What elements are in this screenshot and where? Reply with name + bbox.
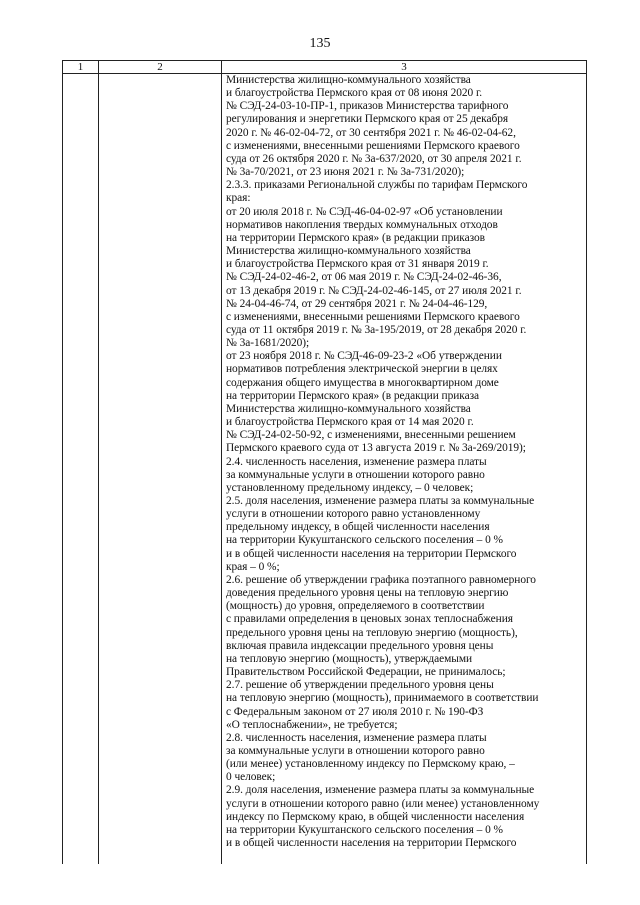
text-line: от 13 декабря 2019 г. № СЭД-24-02-46-145, от 27 июля 2021 г. [226, 284, 522, 297]
text-line: от 23 ноября 2018 г. № СЭД-46-09-23-2 «Об утверждении [226, 350, 502, 363]
text-line: № 3а-1681/2020); [226, 337, 310, 350]
page-number: 135 [309, 36, 331, 51]
text-line: 2.3.3. приказами Региональной службы по тарифам Пермского [226, 179, 528, 192]
text-line: № 24-04-46-74, от 29 сентября 2021 г. № 24-04-46-129, [226, 297, 488, 310]
text-line: № 3а-70/2021, от 23 июня 2021 г. № 3а-731/2020); [226, 166, 465, 179]
text-line: суда от 26 октября 2020 г. № 3а-637/2020, от 30 апреля 2021 г. [226, 152, 522, 165]
text-line: на территории Кукуштанского сельского поселения – 0 % [226, 823, 503, 836]
cell-col-2 [99, 74, 222, 865]
text-line: включая правила индексации предельного уровня цены [226, 639, 494, 652]
text-line: 2.6. решение об утверждении графика поэтапного равномерного [226, 573, 536, 586]
column-header-2: 2 [99, 61, 222, 74]
text-line: 2.8. численность населения, изменение размера платы [226, 731, 487, 744]
column-header-1: 1 [63, 61, 99, 74]
text-line: нормативов накопления твердых коммунальных отходов [226, 218, 498, 231]
text-line: и благоустройства Пермского края от 31 января 2019 г. [226, 258, 489, 271]
text-line: содержания общего имущества в многоквартирном доме [226, 376, 499, 389]
cell-col-3-content [222, 74, 587, 865]
text-line: Министерства жилищно-коммунального хозяйства [226, 245, 471, 258]
text-line: за коммунальные услуги в отношении которого равно [226, 468, 485, 481]
text-line: 2.4. численность населения, изменение размера платы [226, 455, 487, 468]
text-line: установленному предельному индексу, – 0 человек; [226, 481, 474, 494]
text-line: на территории Пермского края» (в редакции приказов [226, 231, 485, 244]
text-line: с правилами определения в ценовых зонах теплоснабжения [226, 613, 513, 626]
text-line: Министерства жилищно-коммунального хозяйства [226, 402, 471, 415]
text-line: (или менее) установленному индексу по Пермскому краю, – [226, 758, 515, 771]
text-line: края – 0 %; [226, 560, 280, 573]
text-line: нормативов потребления электрической энергии в целях [226, 363, 498, 376]
text-line: на территории Кукуштанского сельского поселения – 0 % [226, 534, 503, 547]
text-line: на тепловую энергию (мощность), принимаемого в соответствии [226, 692, 539, 705]
text-line: с Федеральным законом от 27 июля 2010 г. № 190-ФЗ [226, 705, 484, 718]
text-line: Министерства жилищно-коммунального хозяйства [226, 74, 471, 86]
text-line: регулирования и энергетики Пермского края от 25 декабря [226, 113, 509, 126]
text-line: № СЭД-24-03-10-ПР-1, приказов Министерства тарифного [226, 100, 509, 113]
text-line: 2.5. доля населения, изменение размера платы за коммунальные [226, 495, 535, 507]
text-line: и благоустройства Пермского края от 08 июня 2020 г. [226, 87, 483, 100]
text-line: за коммунальные услуги в отношении которого равно [226, 744, 485, 757]
text-line: 2.7. решение об утверждении предельного уровня цены [226, 679, 494, 692]
text-line: Правительством Российской Федерации, не принималось; [226, 666, 506, 679]
text-line: услуги в отношении которого равно установленному [226, 508, 481, 521]
text-line: на территории Пермского края» (в редакции приказа [226, 389, 480, 402]
text-line: индексу по Пермскому краю, в общей численности населения [226, 810, 525, 823]
cell-col-1 [63, 74, 99, 865]
text-line: № СЭД-24-02-46-2, от 06 мая 2019 г. № СЭД-24-02-46-36, [226, 271, 502, 284]
text-line: с изменениями, внесенными решениями Пермского краевого [226, 310, 520, 323]
text-line: суда от 11 октября 2019 г. № 3а-195/2019, от 28 декабря 2020 г. [226, 323, 527, 336]
text-line: «О теплоснабжении», не требуется; [226, 718, 398, 731]
text-line: № СЭД-24-02-50-92, с изменениями, внесенными решением [226, 429, 516, 442]
text-line: и в общей численности населения на территории Пермского [226, 837, 517, 850]
column-header-3: 3 [222, 61, 587, 74]
content-text-block [226, 74, 586, 850]
text-line: и благоустройства Пермского края от 14 мая 2020 г. [226, 416, 474, 429]
text-line: края: [226, 192, 251, 205]
document-table [62, 60, 587, 864]
table-row [63, 74, 587, 865]
text-line: предельного уровня цены на тепловую энергию (мощность), [226, 626, 518, 639]
text-line: с изменениями, внесенными решениями Пермского краевого [226, 139, 520, 152]
text-line: Пермского краевого суда от 13 августа 2019 г. № 3а-269/2019); [226, 442, 526, 455]
text-line: от 20 июля 2018 г. № СЭД-46-04-02-97 «Об установлении [226, 205, 503, 218]
text-line: на тепловую энергию (мощность), утверждаемыми [226, 652, 473, 665]
text-line: и в общей численности населения на территории Пермского [226, 547, 517, 560]
text-line: доведения предельного уровня цены на тепловую энергию [226, 587, 509, 600]
text-line: предельному индексу, в общей численности населения [226, 521, 490, 534]
text-line: 2020 г. № 46-02-04-72, от 30 сентября 2021 г. № 46-02-04-62, [226, 126, 516, 139]
text-line: 0 человек; [226, 771, 276, 784]
text-line: 2.9. доля населения, изменение размера платы за коммунальные [226, 784, 535, 797]
text-line: услуги в отношении которого равно (или менее) установленному [226, 797, 540, 810]
text-line: (мощность) до уровня, определяемого в соответствии [226, 600, 485, 613]
table-header-row [63, 61, 587, 74]
